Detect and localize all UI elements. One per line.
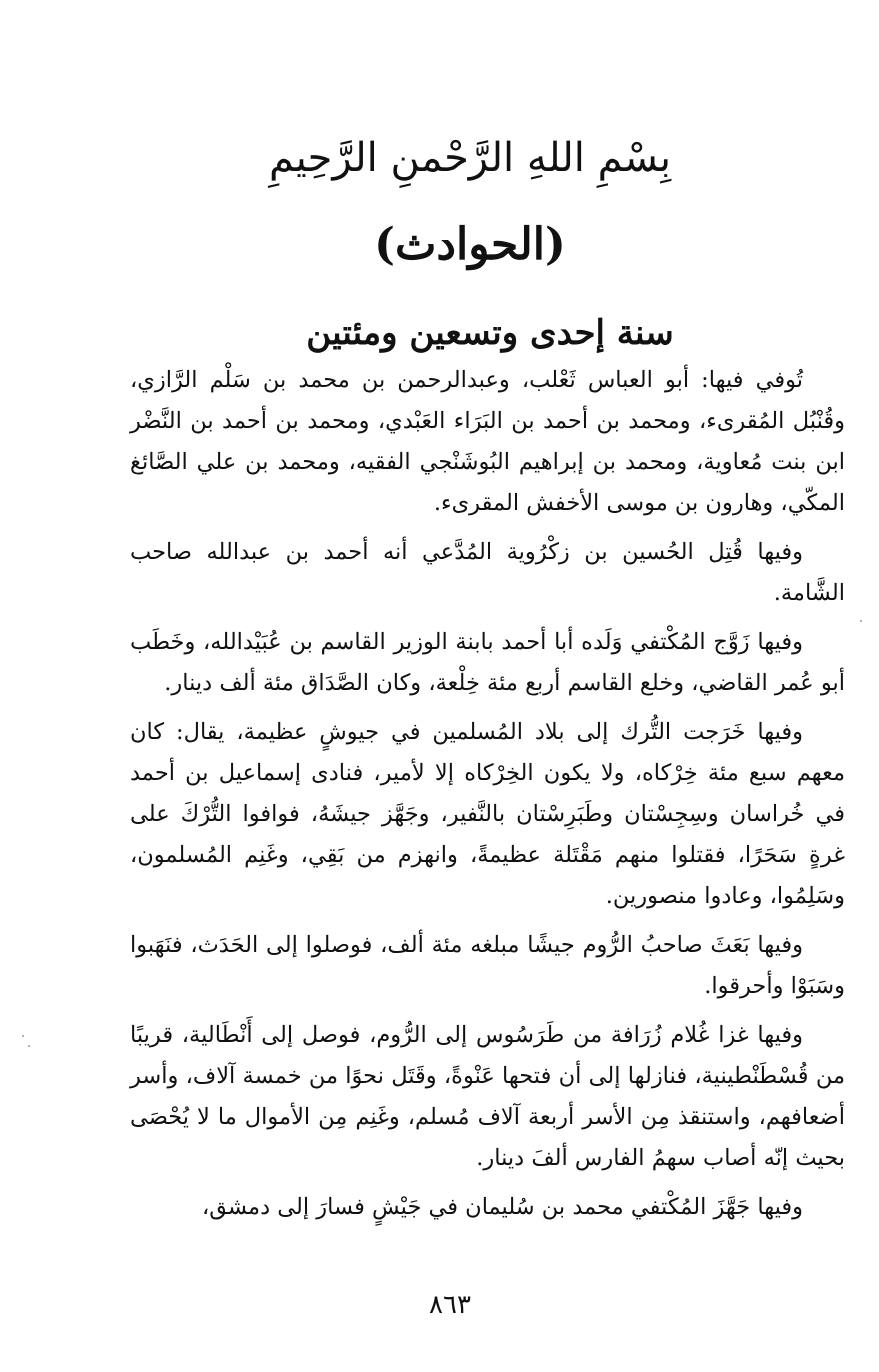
- paragraph-antalya: وفيها غزا غُلام زُرَافة من طَرَسُوس إلى الرُّوم، فوصل إلى أَنْطَالية، قريبًا من قُسْطَنْطينية، فنازلها إلى أن فتحها عَنْوةً، وقَتَل نحوًا من خمسة آلاف، وأسر أضعافهم، واستنقذ مِن الأسر أربعة آلاف مُسلم، وغَنِم مِن الأموال ما لا يُحْصَى بحيث إنّه أصاب سهمُ الفارس ألفَ دينار.: [130, 1022, 845, 1171]
- paragraph-marriage: وفيها زَوَّج المُكْتفي وَلَده أبا أحمد بابنة الوزير القاسم بن عُبَيْدالله، وخَطَب أبو عُمر القاضي، وخلع القاسم أربع مئة خِلْعة، وكان الصَّدَاق مئة ألف دينار.: [130, 629, 845, 696]
- page-number: ٨٦٣: [429, 1290, 471, 1320]
- basmala-heading: بِسْمِ اللهِ الرَّحْمنِ الرَّحِيمِ: [268, 135, 672, 181]
- body-text: [130, 360, 845, 1236]
- section-title: (الحوادث): [374, 219, 566, 270]
- paragraph-byzantines: وفيها بَعَثَ صاحبُ الرُّوم جيشًا مبلغه مئة ألف، فوصلوا إلى الحَدَث، فنَهَبوا وسَبَوْا وأحرقوا.: [130, 932, 845, 999]
- paragraph-turks: وفيها خَرَجت التُّرك إلى بلاد المُسلمين في جيوشٍ عظيمة، يقال: كان معهم سبع مئة خِرْكاه، ولا يكون الخِرْكاه إلا لأمير، فنادى إسماعيل بن أحمد في خُراسان وسِجِسْتان وطَبَرِسْتان بالنَّفير، وجَهَّز جيشَهُ، فوافوا التُّرْكَ على غرةٍ سَحَرًا، فقتلوا منهم مَقْتَلة عظيمةً، وانهزم من بَقِي، وغَنِم المُسلمون، وسَلِمُوا، وعادوا منصورين.: [130, 719, 845, 909]
- paragraph-deaths: تُوفي فيها: أبو العباس ثَعْلب، وعبدالرحمن بن محمد بن سَلْم الرَّازي، وقُنْبُل المُقرىء، ومحمد بن أحمد بن البَرَاء العَبْدي، ومحمد بن أحمد بن النَّضْر ابن بنت مُعاوية، ومحمد بن إبراهيم البُوشَنْجي الفقيه، ومحمد بن علي الصَّائغ المكّي، وهارون بن موسى الأخفش المقرىء.: [130, 367, 845, 516]
- paragraph-husayn: وفيها قُتِل الحُسين بن زكْرُوية المُدَّعي أنه أحمد بن عبدالله صاحب الشَّامة.: [130, 539, 845, 606]
- paragraph-damascus: وفيها جَهَّزَ المُكْتفي محمد بن سُليمان في جَيْشٍ فسارَ إلى دمشق،: [201, 1194, 803, 1220]
- year-heading: سنة إحدى وتسعين ومئتين: [306, 313, 674, 353]
- scan-speck: [22, 1035, 24, 1037]
- scan-speck: [28, 1045, 30, 1047]
- scan-speck: [860, 620, 862, 622]
